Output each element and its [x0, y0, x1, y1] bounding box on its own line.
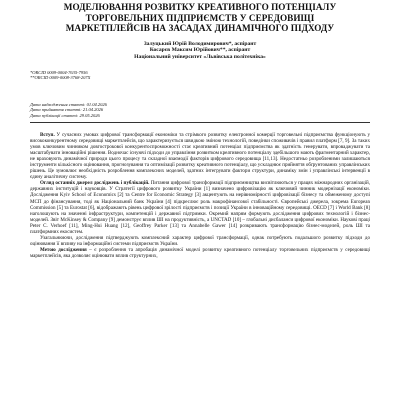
- paper-title: [30, 2, 370, 34]
- dates-divider: [30, 122, 370, 123]
- review-text: Питання цифрової трансформації підприємництва висвітлюються у працях міжнародних організацій, державних інституцій і науковців. У Стратегії цифрового розвитку України [1] визначено цифровізацію як ключовий чинник модернізації економіки. Дослідження Kyiv School of Economics [2] та Centre for Economic Strategy [3] акцентують на нерівномірності цифровізації бізнесу та обмеженому доступі МСП до фінансування, тоді як Національний банк України [4] підкреслює роль макрофінансової стабільності. Європейські джерела, зокрема European Commission [5] та Eurostat [6], відображають рівень цифрової зрілості підприємств і позиції України в інноваційному середовищі. OECD [7] і World Bank [8] наголошують на значенні інфраструктури, компетенцій і державної підтримки. Окремий напрям формують дослідження цифрових технологій і бізнес-моделей. Звіт McKinsey & Company [9] демонструє вплив ШІ на продуктивність, а UNCTAD [10] – глобальні дисбаланси цифрової економіки. Наукові праці Peter C. Verhoef [11], Ming-Hui Huang [12], Geoffrey Parker [13] та Annabelle Gawer [14] розкривають трансформацію бізнес-моделей, роль ШІ та платформних екосистем.: [30, 180, 370, 236]
- review-heading: Огляд останніх джерел досліджень і публікацій.: [40, 180, 150, 187]
- orcid-2: **ORCID 0009-0008-3768-207X: [30, 75, 91, 81]
- title-line-3: МАРКЕТПЛЕЙСІВ НА ЗАСАДАХ ДИНАМІЧНОГО ПІДХОДУ: [65, 23, 335, 34]
- title-line-2: ТОРГОВЕЛЬНИХ ПІДПРИЄМСТВ У СЕРЕДОВИЩІ: [85, 12, 315, 23]
- article-body: [30, 132, 370, 260]
- date-published: Дата публікації статті: 29.05.2026: [30, 112, 100, 118]
- author-block: [30, 41, 370, 61]
- article-dates: [30, 102, 370, 119]
- intro-text: У сучасних умовах цифрової трансформації економіки та стрімкого розвитку електронної комерції торговельні підприємства функціонують у висококонкурентному середовищі маркетплейсів, що характеризується швидкою зміною технологій, поведінки споживачів і правил платформ [7, 9]. За таких умов ключовим чинником довгострокової конкурентоспроможності стає креативний потенціал підприємства як здатність генерувати, впроваджувати та масштабувати інноваційні рішення. Водночас існуючі підходи до управління розвитком креативного потенціалу здебільшого мають фрагментарний характер, не враховують динамічної природи цього процесу та складної взаємодії факторів цифрового середовища [11,13]. Недостатньо розробленими залишаються інструменти кількісного оцінювання, прогнозування та оптимізації розвитку креативного потенціалу, що ускладнює прийняття обґрунтованих управлінських рішень. Це зумовлює необхідність розроблення комплексних моделей, здатних інтегрувати фактори структури, динаміку змін і управлінські інтервенції в єдину аналітичну систему.: [30, 131, 370, 181]
- author-1: Залуцький Юрій Володимирович*, аспірант: [143, 40, 257, 47]
- goal-text: – є розроблення та апробація динамічної моделі розвитку креативного потенціалу торговельних підприємств у середовищі маркетплейсів, яка дозволяє оцінювати вплив структурних,: [30, 247, 370, 260]
- goal-paragraph: [30, 247, 370, 259]
- affiliation: Національний університет «Львівська політехніка»: [134, 53, 266, 60]
- review-paragraph: [30, 180, 370, 235]
- summary-paragraph: Узагальнюючи, дослідження підтверджують комплексний характер цифрової трансформації, однак потребують подальшого розвитку підходи до оцінювання її впливу на інформаційні системи підприємств України.: [30, 235, 370, 248]
- date-accepted: Дата прийняття статті: 21.04.2026: [30, 107, 104, 113]
- title-line-1: МОДЕЛЮВАННЯ РОЗВИТКУ КРЕАТИВНОГО ПОТЕНЦІАЛУ: [63, 2, 337, 12]
- intro-paragraph: [30, 132, 370, 181]
- author-2: Косарєв Максим Юрійович**, аспірант: [149, 47, 251, 54]
- date-received: Дата надходження статті: 01.04.2026: [30, 101, 107, 107]
- orcid-1: *ORCID 0009-0004-7635-7956: [30, 69, 88, 75]
- goal-heading: Метою дослідження: [40, 247, 87, 254]
- orcid-block: [30, 70, 370, 81]
- intro-heading: Вступ.: [40, 131, 55, 138]
